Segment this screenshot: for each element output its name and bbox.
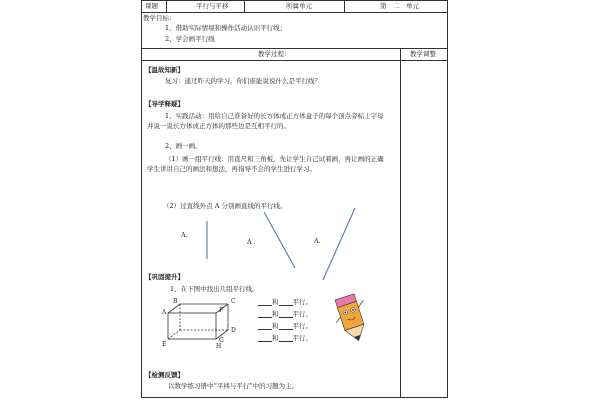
process-header: 教学过程： (258, 50, 291, 58)
step1-line-1: （1）画一组平行线：用直尺和三角板，先让学生自己试着画，再让画的正确 (165, 155, 384, 163)
adjust-header: 教学调整 (410, 50, 436, 58)
cube-label-e: E (162, 341, 167, 348)
step2-text: （2）过直线外点 A 分别画直线的平行线。 (163, 202, 287, 210)
goals-heading: 教学目标： (143, 14, 176, 22)
topic-label: 课题 (145, 2, 158, 10)
cube-label-f: F (219, 307, 224, 314)
draw-title: 2、画一画。 (165, 142, 202, 150)
cube-label-a: A (162, 309, 167, 316)
blank-line: 和 平行。 (258, 310, 312, 318)
section-warmup-text: 复习：通过昨天的学习，你们谁能说说什么是平行线？ (165, 77, 321, 85)
unit-value: 第 二 单元 (380, 2, 419, 10)
section-guide-title: 【导学释疑】 (145, 100, 184, 108)
blank-line: 和 平行。 (258, 298, 312, 306)
cube-label-h: H (216, 343, 222, 350)
section-practice-text: 1、在下图中找出几组平行线。 (170, 285, 259, 293)
activity-line-2: 并说一说长方体或正方体的那些边是互相平行的。 (147, 122, 290, 130)
topic-value: 平行与平移 (196, 2, 229, 10)
goal-item: 1、借助实际情境和操作活动认识平行线； (165, 24, 287, 32)
point-a-label-3: A. (314, 237, 321, 245)
section-warmup-title: 【温故知新】 (145, 66, 184, 74)
section-feedback-title: 【检测反馈】 (145, 371, 184, 379)
cube-label-g: G (219, 337, 224, 344)
activity-line-1: 1、实践活动：用给自己准备好的长方体或正方体盒子的每个顶点旁标上字母 (165, 112, 384, 120)
point-a-label-1: A. (181, 231, 188, 239)
cube-label-c: C (231, 298, 236, 305)
step1-line-2: 学生讲讲自己的画法和想法，再指导不会的学生进行学习。 (147, 165, 316, 173)
blank-line: 和 平行。 (258, 334, 312, 342)
cube-label-d: D (231, 327, 236, 334)
section-practice-title: 【巩固提升】 (145, 273, 184, 281)
unit-label: 所属单元 (286, 2, 312, 10)
section-feedback-text: 以数学练习册中“平移与平行”中的习题为主。 (168, 382, 299, 390)
blank-line: 和 平行。 (258, 322, 312, 330)
goal-item: 2、学会画平行线 (165, 35, 215, 43)
cube-label-b: B (173, 298, 178, 305)
point-a-label-2: A . (247, 238, 256, 246)
